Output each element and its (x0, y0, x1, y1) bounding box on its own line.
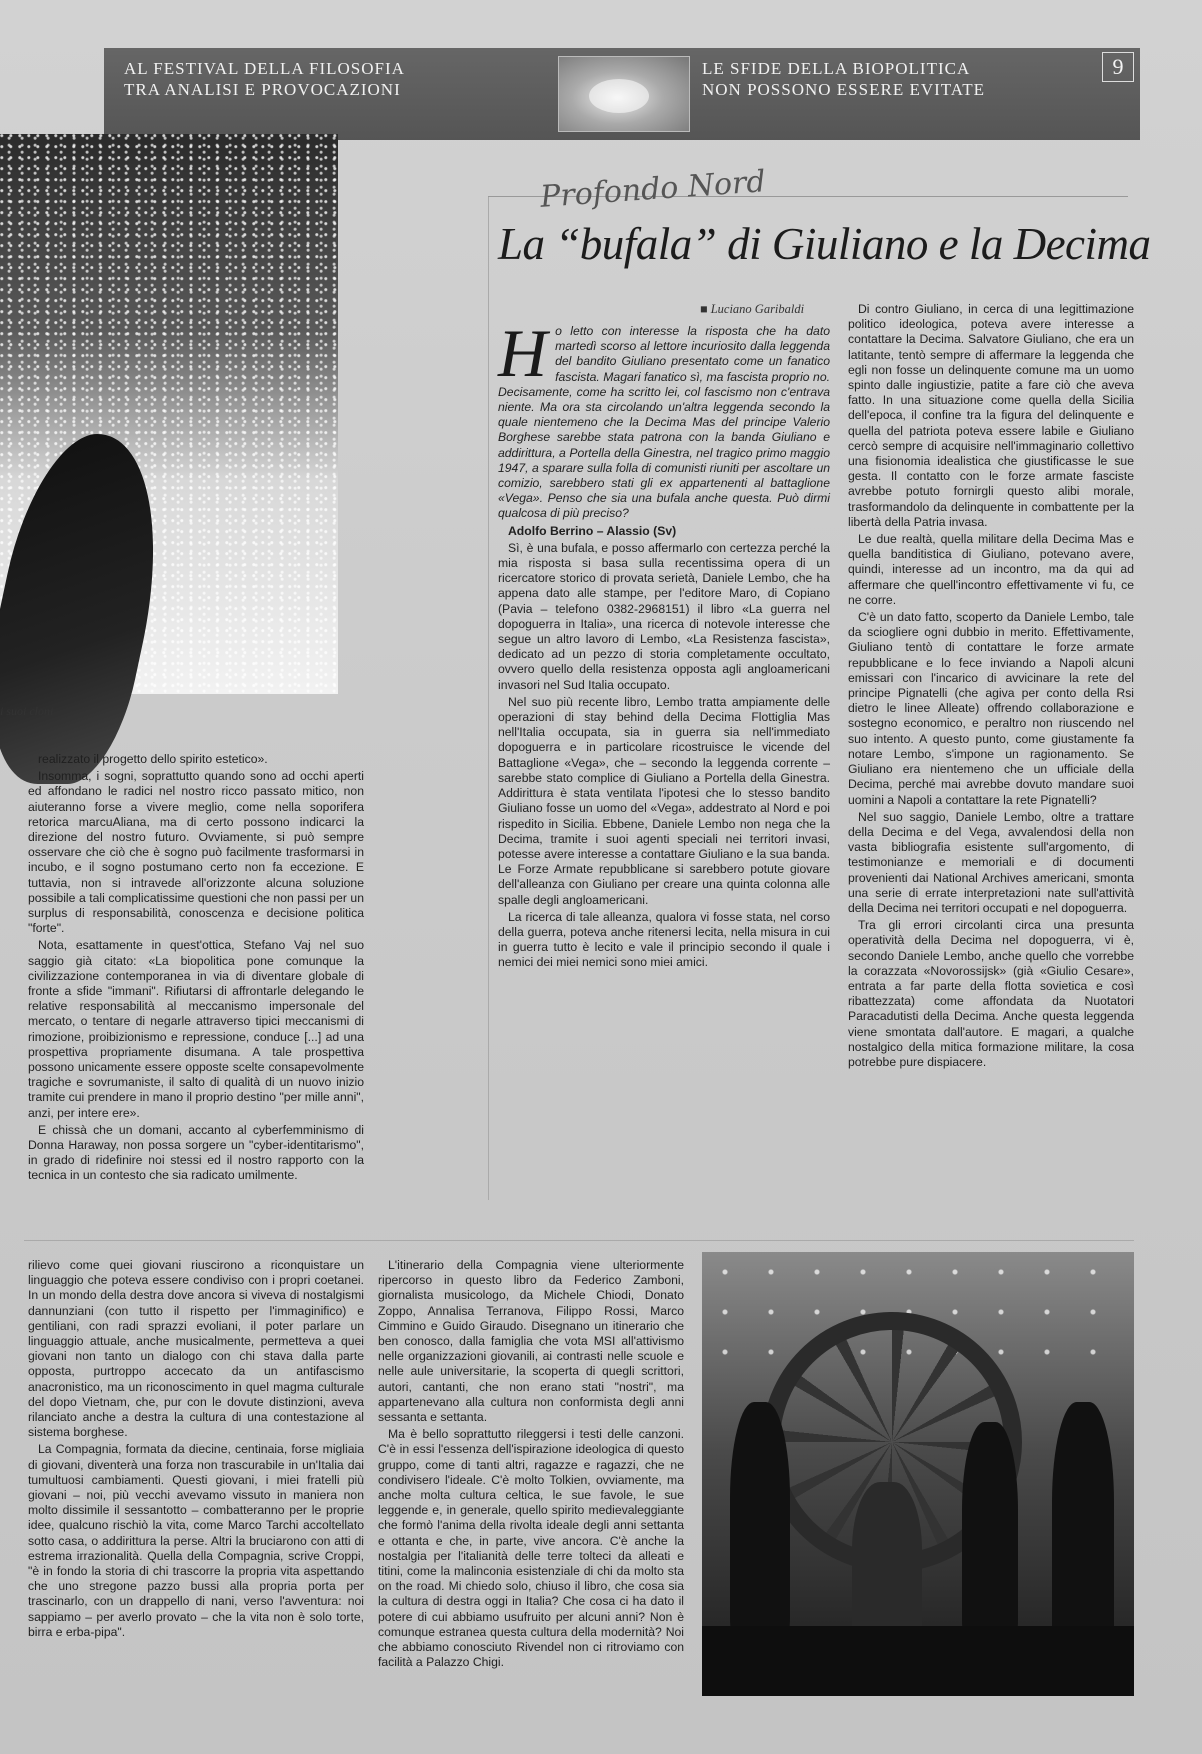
bottom-left-column (28, 1258, 364, 1642)
reader-letter: Ho letto con interesse la risposta che ha dato martedì scorso al lettore incuriosito dalla leggenda del bandito Giuliano presentato come un fanatico fascista. Magari fanatico sì, ma fascista proprio no. Decisamente, come ha scritto lei, col fascismo non c'entrava niente. Ma ora sta circolando un'altra leggenda secondo la quale nientemeno che la Decima Mas del principe Valerio Borghese sarebbe stata patrona con la banda Giuliano e addirittura, a Portella della Ginestra, nel tragico primo maggio 1947, a sparare sulla folla di comunisti riuniti per ascoltare un comizio, sarebbero stati gli ex appartenenti al battaglione «Vega». Penso che sia una bufala anche questa. Può dirmi qualcosa di più preciso? (498, 315, 830, 521)
paragraph: L'itinerario della Compagnia viene ulteriormente ripercorso in questo libro da Federico Zamboni, giornalista musicologo, da Michele Chiodi, Donato Zoppo, Annalisa Terranova, Filippo Rossi, Marco Cimmino e Guido Giraudo. Disegnano un itinerario che ben conosco, dalla famiglia che vota MSI all'attivismo nelle organizzazioni giovanili, ai contrasti nelle scuole e nelle aule universitarie, la scoperta di quegli scrittori, autori, cantanti, che non erano stati "nostri", ma appartenevano alla cultura non conformista degli anni sessanta e settanta. (378, 1258, 684, 1425)
drop-cap: H (498, 315, 548, 391)
photo-caption: i suoi cloni (0, 704, 54, 718)
header-thumbnail (558, 56, 690, 132)
paragraph: Sì, è una bufala, e posso affermarlo con certezza perché la mia risposta si basa sulla recentissima opera di un ricercatore storico di provata serietà, Daniele Lembo, che ha appena dato alle stampe, per l'editore Maro, di Copiano (Pavia – telefono 0382-2968151) il libro «La guerra nel dopoguerra in Italia», una ricerca di notevole interesse che segue un altro lavoro di Lembo, «La Resistenza fascista», dedicato ad un pezzo di storia completamente occultato, ovvero quello della resistenza opposta agli angloamericani invasori nel Sud Italia occupato. (498, 540, 830, 692)
article-byline: ■ Luciano Garibaldi (700, 302, 805, 316)
photo-figure-silhouette (0, 434, 187, 784)
paragraph: Insomma, i sogni, soprattutto quando sono ad occhi aperti ed affondano le radici nel nostro ricco passato mitico, non aiuteranno forse a vivere meglio, come nella soporifera retorica marcuAliana, ma di certo possono indicarci la direzione del nostro futuro. Ovviamente, si può sempre osservare che ciò che è sogno può facilmente trasformarsi in incubo, e il sogno postumano certo non fa eccezione. E tuttavia, non si intravede all'orizzonte alcuna soluzione possibile a tali complicatissime questioni che non passi per un surplus di responsabilità, conoscenza e decisione politica "forte". (28, 769, 364, 936)
paragraph: La Compagnia, formata da diecine, centinaia, forse migliaia di giovani, diventerà una forza non trascurabile in un'Italia dai tumultuosi cambiamenti. Questi giovani, i miei fratelli più giovani – noi, più vecchi avevamo vissuto in maniera non molto dissimile il sessantotto – combatteranno per le proprie idee, qualcuno rischiò la vita, come Marco Tarchi accoltellato sotto casa, o addirittura la perse. Altri la bruciarono con atti di estrema irrazionalità. Quella della Compagnia, scrive Croppi, "è in fondo la storia di chi trascorre la propria vita aspettando che uno stregone pazzo bussi alla propria porta per trascinarlo, con un drappello di nani, verso l'avventura: noi sappiamo – per averlo provato – che la vita non è solo torte, birra e erba-pipa". (28, 1442, 364, 1639)
paragraph: Nota, esattamente in quest'ottica, Stefano Vaj nel suo saggio già citato: «La biopolitica pone comunque la civilizzazione contemporanea in via di diventare globale di fronte a sfide "immani". Rifiutarsi di affrontarle delegando le relative responsabilità al meccanismo impersonale del mercato, o tentare di negarle attraverso tipici meccanismi di rimozione, proibizionismo e repressione, conduce [...] ad una prospettiva propriamente disumana. A tale prospettiva possono unicamente essere opposte scelte consapevolmente tragiche e sovrumaniste, il salto di qualità di un nuovo inizio tramite cui prendere in mano il proprio destino "per mille anni", anzi, per intere ere». (28, 938, 364, 1120)
header-left-title: AL FESTIVAL DELLA FILOSOFIA TRA ANALISI E PROVOCAZIONI (124, 59, 405, 99)
paragraph: realizzato il progetto dello spirito estetico». (38, 752, 268, 766)
paragraph: Di contro Giuliano, in cerca di una legittimazione politico ideologica, poteva avere interesse a contattare la Decima. Salvatore Giuliano, che era un latitante, tentò sempre di affermare la leggenda che egli non fosse un delinquente comune ma un uomo spinto dalle ingiustizie, patite a fare ciò che aveva fatto. In una situazione come quella della Sicilia dell'epoca, il confine tra la figura del delinquente e quella del patriota poteva essere labile e Giuliano cercò sempre di acquisire nell'immaginario collettivo una fisionomia idealistica che giustificasse le sue gesta. Il contatto con le forze armate fasciste avrebbe potuto fornirgli questo alibi morale, trasformandolo da delinquente in combattente per la libertà della Patria invasa. (848, 302, 1134, 529)
paragraph: C'è un dato fatto, scoperto da Daniele Lembo, tale da sciogliere ogni dubbio in merito. Effettivamente, Giuliano tentò di contattare le forze armate repubblicane e lo fece inviando a Napoli alcuni emissari con l'incarico di avvicinare la rete del principe Pignatelli (che agiva per conto della Rsi dietro le linee Alleate) offrendo collaborazione e sostegno economico, e peraltro non riuscendo nel suo intento. A questo punto, come giustamente fa notare Lembo, s'impone un ragionamento. Se Giuliano era nientemeno che un ufficiale della Decima, perché mai avrebbe dovuto mandare suoi uomini a Napoli a contattare la rete Pignatelli? (848, 610, 1134, 807)
article-kicker: Profondo Nord (539, 164, 767, 215)
left-column-text (28, 752, 364, 1186)
snow-photo (0, 134, 338, 694)
paragraph: Le due realtà, quella militare della Decima Mas e quella banditistica di Giuliano, potevano avere, quindi, interesse ad un incontro, ma da qui ad affermare che quell'incontro effettivamente vi fu, ce ne corre. (848, 532, 1134, 607)
bottom-middle-column (378, 1258, 684, 1672)
paragraph: rilievo come quei giovani riuscirono a riconquistare un linguaggio che poteva essere condiviso con i propri coetanei. In un mondo della destra dove ancora si viveva di nostalgismi dannunziani (con tutto il rispetto per l'immaginifico) e gentiliani, con radi sprazzi evoliani, il poter parlare un linguaggio attuale, anche musicalmente, permetteva a quei giovani non tanto un dialogo con chi stava dalla parte opposta, purtroppo accecato da un antifascismo anacronistico, ma un riconoscimento in quel magma culturale del dopo Vietnam, che, pur con le dovute distinzioni, aveva rilanciato anche a destra la cultura di una contestazione al sistema borghese. (28, 1258, 364, 1440)
article-column-1 (498, 315, 830, 973)
musician-figure (1052, 1402, 1114, 1652)
header-right-title: LE SFIDE DELLA BIOPOLITICA NON POSSONO ESSERE EVITATE (702, 59, 985, 99)
stage-floor (702, 1626, 1134, 1696)
paragraph: La ricerca di tale alleanza, qualora vi fosse stata, nel corso della guerra, poteva anche ritenersi lecita, nella misura in cui in guerra tutto è lecito e vale il principio secondo il quale i nemici dei miei nemici sono miei amici. (498, 909, 830, 970)
concert-photo (702, 1252, 1134, 1696)
section-header (104, 48, 1140, 140)
paragraph: Nel suo più recente libro, Lembo tratta ampiamente delle operazioni di stay behind della Decima Flottiglia Mas nell'Italia occupata, sia in guerra sia nell'immediato dopoguerra e in particolare ricostruisce le vicende del Battaglione «Vega», che – secondo la leggenda corrente – sarebbe stato complice di Giuliano a Portella della Ginestra. Addirittura è stata ventilata l'ipotesi che lo stesso bandito Giuliano fosse un uomo del «Vega», addestrato al Nord e poi rispedito in Sicilia. Ebbene, Daniele Lembo non nega che la Decima, tramite i suoi agenti speciali nei territori invasi, potesse avere interesse a contattare Giuliano e la sua banda. Le Forze Armate repubblicane si sarebbero potute giovare dell'alleanza con Giuliano per creare una quinta colonna alle spalle degli angloamericani. (498, 694, 830, 907)
paragraph: Tra gli errori circolanti circa una presunta operatività della Decima nel dopoguerra, vi è, secondo Daniele Lembo, anche quello che vorrebbe la corazzata «Novorossijsk» (già «Giulio Cesare», entrata a far parte della flotta sovietica e così ribattezzata) come affondata da Nuotatori Paracadutisti della Decima. Anche questa leggenda viene smontata dall'autore. E magari, a qualche nostalgico della mitica formazione militare, la cosa potrebbe pure dispiacere. (848, 918, 1134, 1069)
musician-figure (962, 1422, 1018, 1642)
paragraph: E chissà che un domani, accanto al cyberfemminismo di Donna Haraway, non possa sorgere un "cyber-identitarismo", in grado di ridefinire noi stessi ed il nostro rapporto con la tecnica in un contesto che sia radicato umilmente. (28, 1122, 364, 1183)
musician-figure (730, 1402, 790, 1642)
article-column-2 (848, 302, 1134, 1072)
page-number: 9 (1102, 52, 1134, 82)
paragraph: Nel suo saggio, Daniele Lembo, oltre a trattare della Decima e del Vega, avvalendosi della non vasta bibliografia esistente sull'argomento, di testimonianze e memoriali e di documenti provenienti dai National Archives americani, smonta una serie di errate interpretazioni nate sull'attività della Decima nei territori occupati e nel dopoguerra. (848, 809, 1134, 915)
article-headline: La “bufala” di Giuliano e la Decima (498, 219, 1151, 269)
paragraph: Ma è bello soprattutto rileggersi i testi delle canzoni. C'è in essi l'essenza dell'ispirazione ideologica di questo gruppo, come di tanti altri, ragazze e ragazzi, che ne condivisero l'ideale. C'è molto Tolkien, ovviamente, ma anche molta cultura celtica, le sue favole, le sue leggende e, in generale, quello spirito medievaleggiante che formò l'anima della rivolta ideale degli anni settanta e ottanta e che, in parte, vive ancora. C'è anche la nostalgia per l'italianità delle terre tolteci da alleati e titini, come la malinconia esistenziale di chi da molto sta on the road. Mi chiedo solo, chiuso il libro, che cosa sia la cultura di destra oggi in Italia? Che cosa ci ha dato il potere di cui abbiamo usufruito per alcuni anni? Non è comunque estranea questa cultura della modernità? Noi che abbiamo conosciuto Rivendel non ci ritroviamo con facilità a Palazzo Chigi. (378, 1427, 684, 1670)
section-divider (24, 1240, 1134, 1241)
letter-signature: Adolfo Berrino – Alassio (Sv) (508, 523, 677, 538)
